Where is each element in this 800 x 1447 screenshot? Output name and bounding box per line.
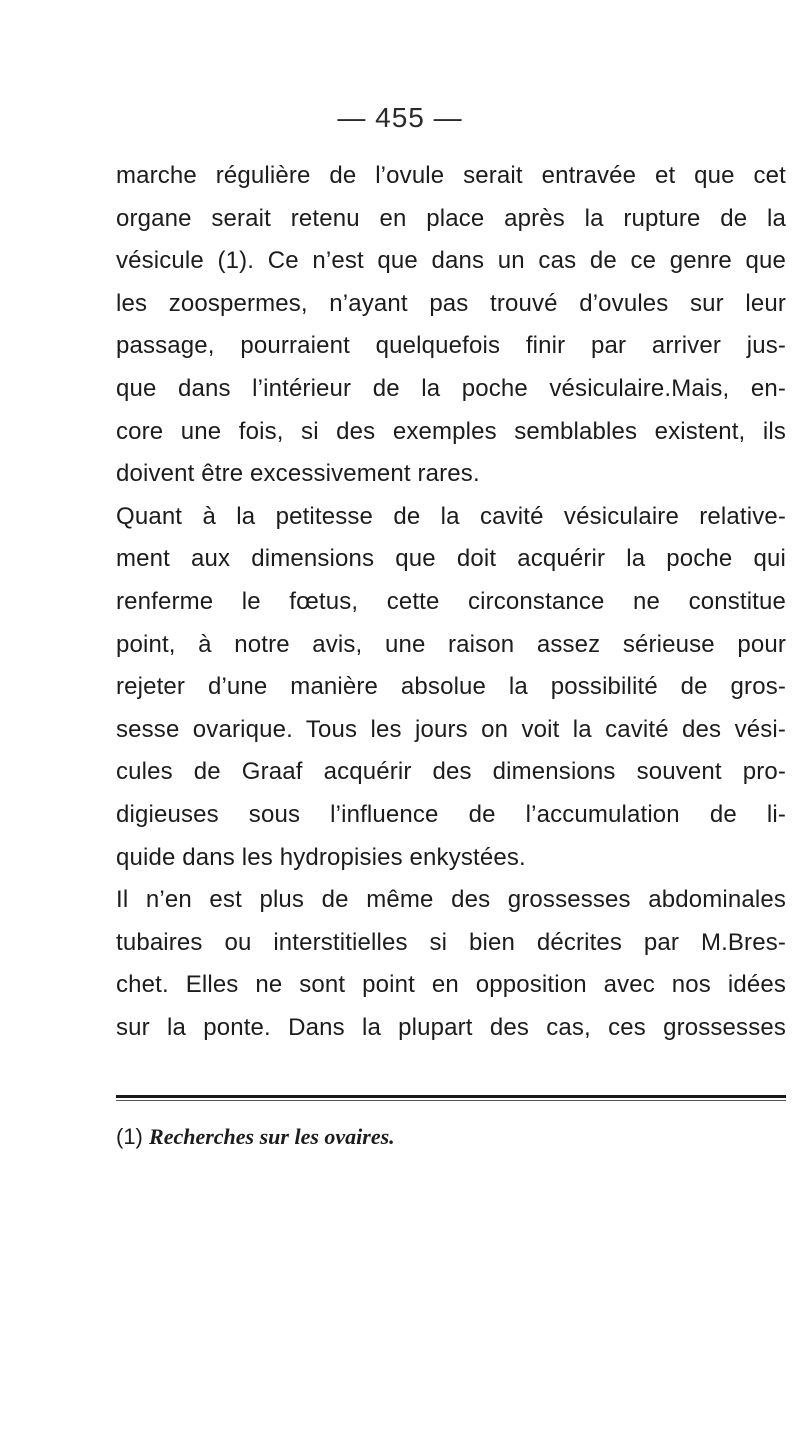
text-line: core une fois, si des exemples semblables existent, ils — [116, 417, 786, 445]
footnote-divider — [116, 1095, 786, 1098]
footnote-marker: (1) — [116, 1124, 143, 1149]
footnote-divider-thin — [116, 1100, 786, 1101]
text-line: que dans l’intérieur de la poche vésiculaire.Mais, en- — [116, 374, 786, 402]
page-number: — 455 — — [337, 102, 463, 133]
text-line: passage, pourraient quelquefois finir par arriver jus- — [116, 332, 786, 360]
text-line: quide dans les hydropisies enkystées. — [116, 843, 526, 871]
footnote — [116, 1124, 395, 1150]
text-line: renferme le fœtus, cette circonstance ne constitue — [116, 587, 786, 615]
text-line: rejeter d’une manière absolue la possibilité de gros- — [116, 673, 786, 701]
text-line: digieuses sous l’influence de l’accumulation de li- — [116, 800, 786, 828]
text-line: sesse ovarique. Tous les jours on voit la cavité des vési- — [116, 715, 786, 743]
body-text — [116, 155, 786, 1049]
text-line: Il n’en est plus de même des grossesses abdominales — [116, 886, 786, 914]
text-line: ment aux dimensions que doit acquérir la poche qui — [116, 545, 786, 573]
text-line: organe serait retenu en place après la rupture de la — [116, 204, 786, 232]
text-line: les zoospermes, n’ayant pas trouvé d’ovules sur leur — [116, 289, 786, 317]
text-line: Quant à la petitesse de la cavité vésiculaire relative- — [116, 502, 786, 530]
text-line: vésicule (1). Ce n’est que dans un cas de ce genre que — [116, 247, 786, 275]
text-line: marche régulière de l’ovule serait entravée et que cet — [116, 162, 786, 189]
text-line: chet. Elles ne sont point en opposition avec nos idées — [116, 971, 786, 999]
text-line: doivent être excessivement rares. — [116, 460, 480, 488]
text-line: tubaires ou interstitielles si bien décrites par M.Bres- — [116, 928, 786, 956]
footnote-title: Recherches sur les ovaires. — [149, 1124, 395, 1149]
text-line: point, à notre avis, une raison assez sérieuse pour — [116, 630, 786, 658]
text-line: sur la ponte. Dans la plupart des cas, ces grossesses — [116, 1013, 786, 1041]
text-line: cules de Graaf acquérir des dimensions souvent pro- — [116, 758, 786, 786]
